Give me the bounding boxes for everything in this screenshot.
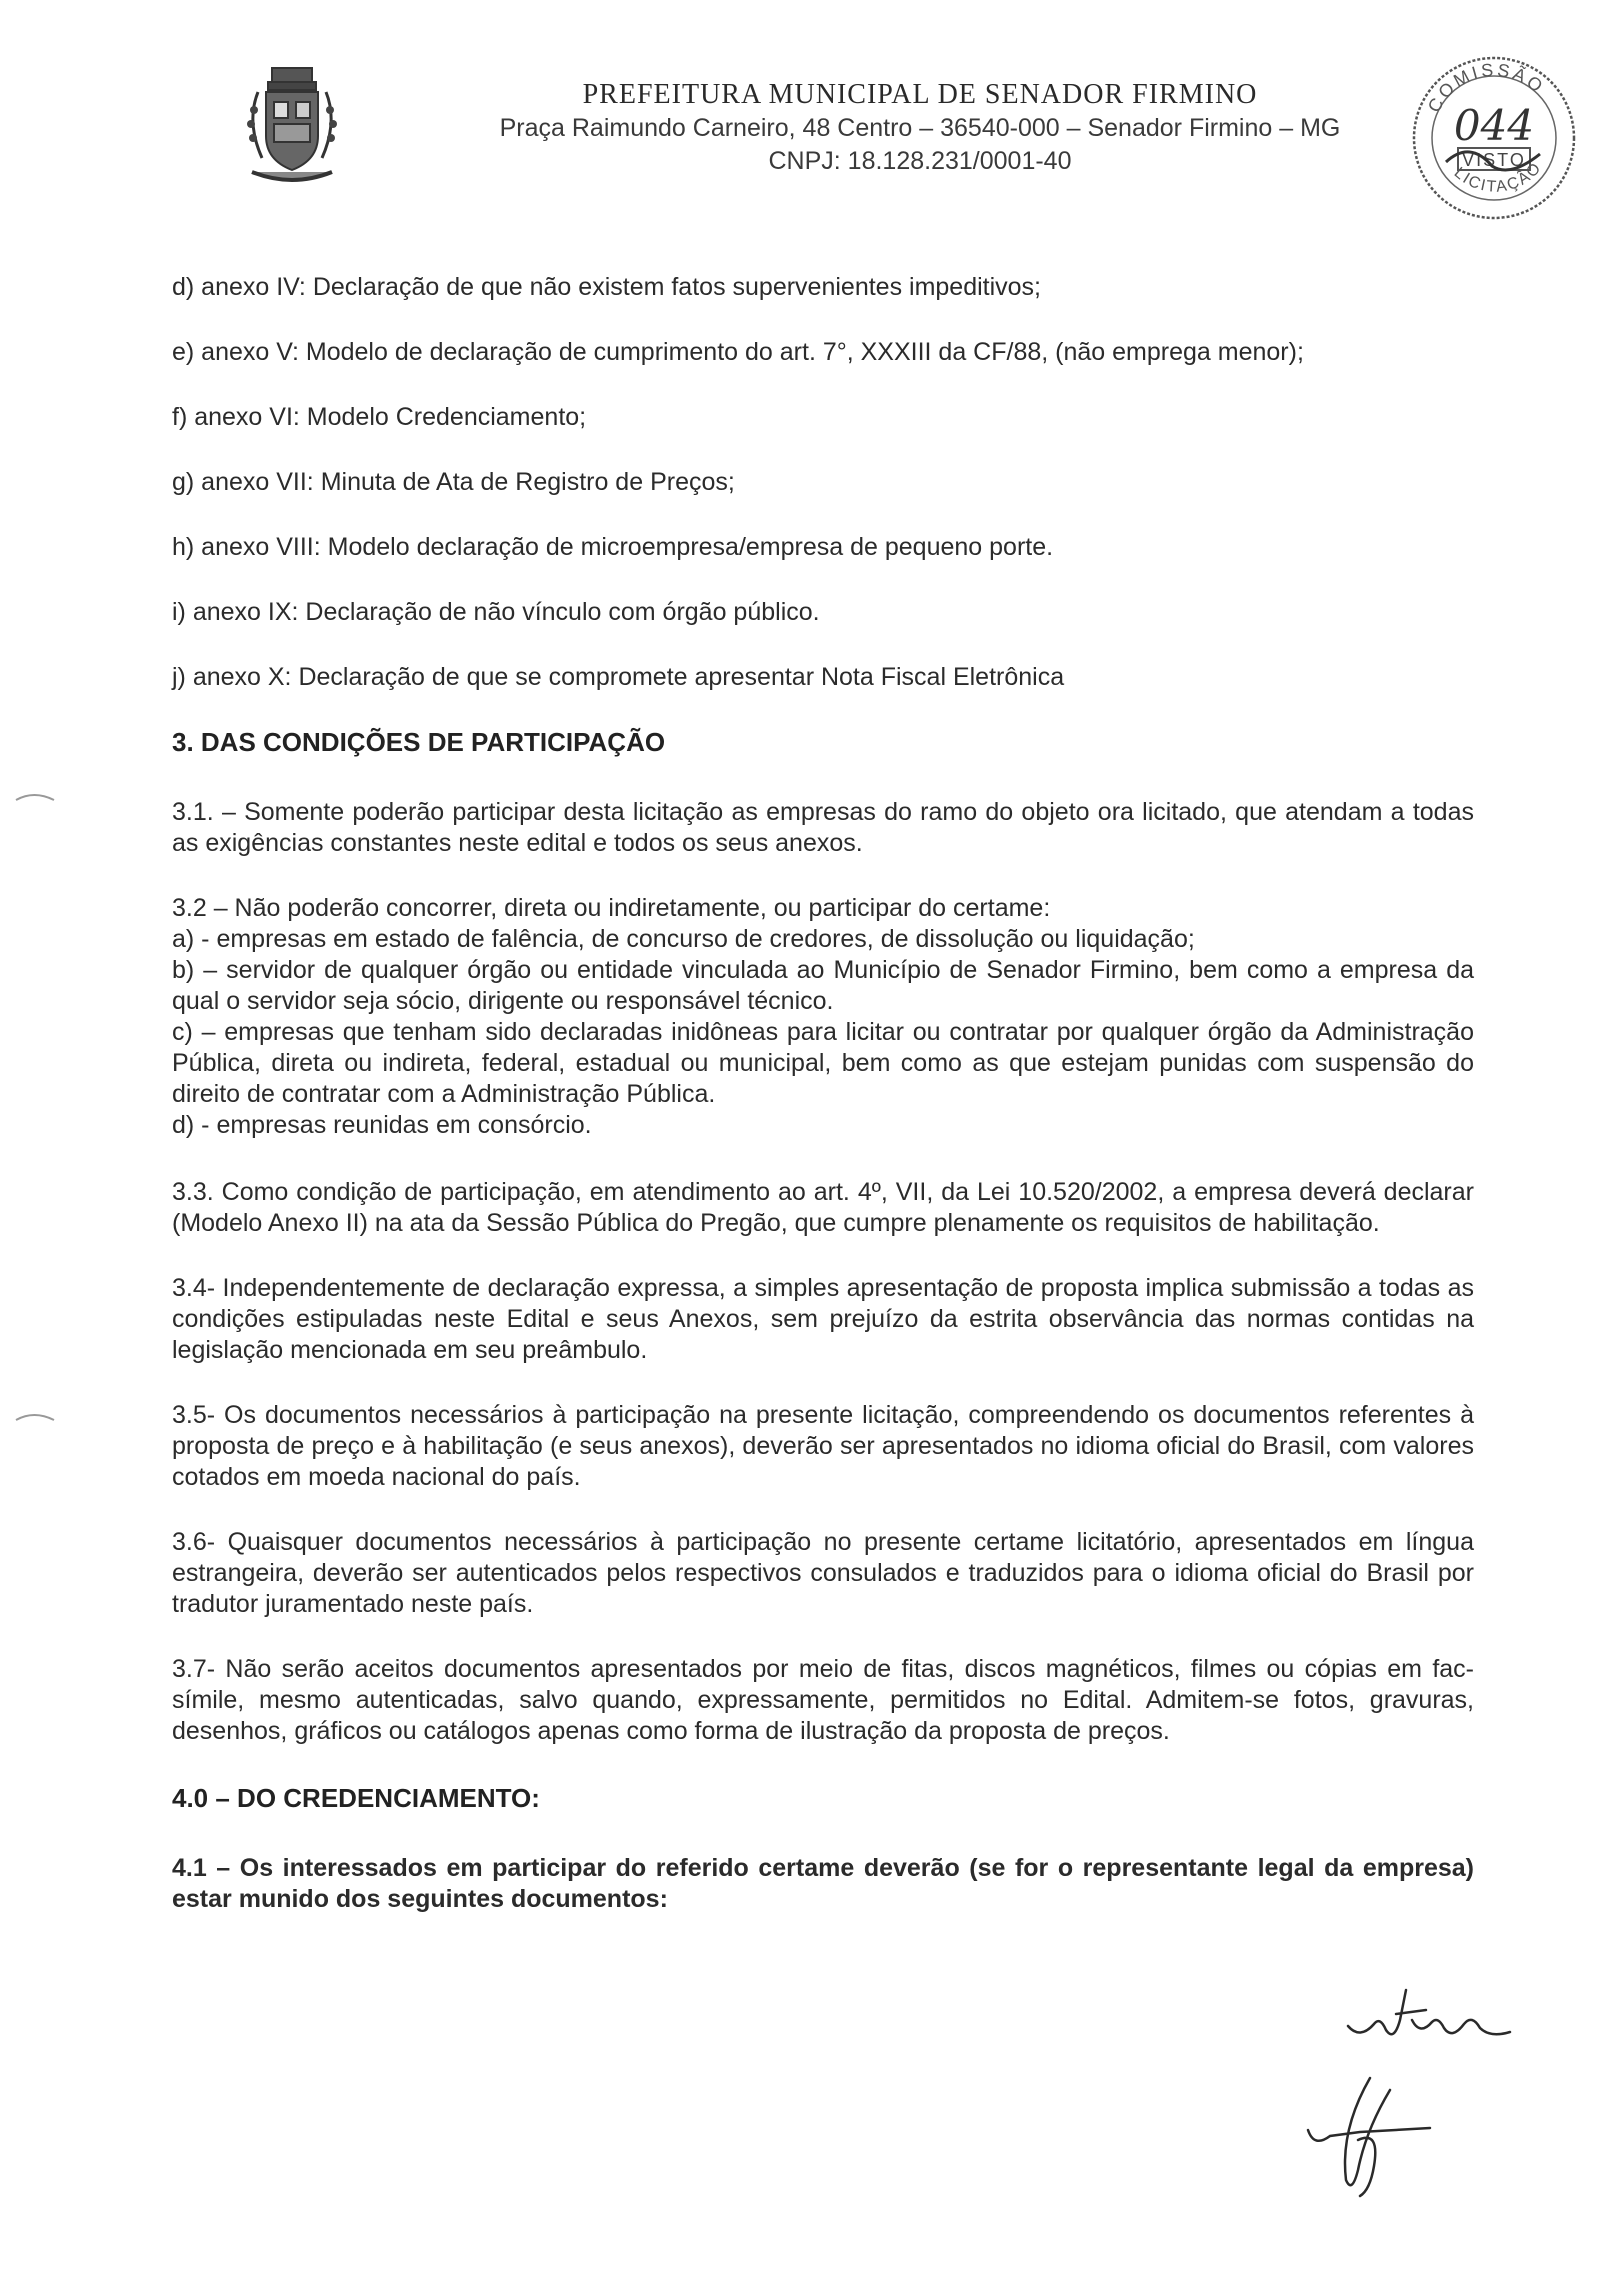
paragraph-3-2-block: [172, 893, 1474, 1141]
paragraph-3-2-b: b) – servidor de qualquer órgão ou entidade vinculada ao Município de Senador Firmino, bem como a empresa da qual o servidor seja sócio, dirigente ou responsável técnico.: [172, 956, 1474, 1015]
paragraph-3-2-c: c) – empresas que tenham sido declaradas inidôneas para licitar ou contratar por qualquer órgão da Administração Pública, direta ou indireta, federal, estadual ou municipal, bem como as que estejam punidas com suspensão do direito de contratar com a Administração Pública.: [172, 1018, 1474, 1108]
paragraph-3-2: 3.2 – Não poderão concorrer, direta ou indiretamente, ou participar do certame:: [172, 894, 1051, 922]
coat-of-arms-icon: [238, 62, 346, 190]
letterhead: [440, 78, 1400, 178]
handwritten-signature-icon: [1300, 2070, 1440, 2200]
commission-stamp-icon: [1400, 42, 1588, 230]
paragraph-4-1: 4.1 – Os interessados em participar do referido certame deverão (se for o representante legal da empresa) estar munido dos seguintes documentos:: [172, 1854, 1474, 1913]
annex-item: j) anexo X: Declaração de que se compromete apresentar Nota Fiscal Eletrônica: [172, 663, 1065, 691]
organization-cnpj: CNPJ: 18.128.231/0001-40: [768, 147, 1072, 175]
section-3-heading: 3. DAS CONDIÇÕES DE PARTICIPAÇÃO: [172, 727, 666, 757]
scan-mark-icon: [14, 788, 58, 808]
document-body: [172, 270, 1474, 1949]
paragraph-3-6: 3.6- Quaisquer documentos necessários à participação no presente certame licitatório, apresentados em língua estrangeira, deverão ser autenticados pelos respectivos consulados e traduzidos para o idioma oficial do Brasil por tradutor juramentado neste país.: [172, 1528, 1474, 1618]
paragraph-3-1: 3.1. – Somente poderão participar desta licitação as empresas do ramo do objeto ora licitado, que atendam a todas as exigências constantes neste edital e todos os seus anexos.: [172, 798, 1474, 857]
annex-item: h) anexo VIII: Modelo declaração de microempresa/empresa de pequeno porte.: [172, 533, 1054, 561]
organization-name: PREFEITURA MUNICIPAL DE SENADOR FIRMINO: [582, 79, 1258, 110]
annex-item: d) anexo IV: Declaração de que não existem fatos supervenientes impeditivos;: [172, 273, 1042, 301]
paragraph-3-4: 3.4- Independentemente de declaração expressa, a simples apresentação de proposta implica submissão a todas as condições estipuladas neste Edital e seus Anexos, sem prejuízo da estrita observância das normas contidas na legislação mencionada em seu preâmbulo.: [172, 1274, 1474, 1364]
annex-item: g) anexo VII: Minuta de Ata de Registro de Preços;: [172, 468, 735, 496]
organization-address: Praça Raimundo Carneiro, 48 Centro – 36540-000 – Senador Firmino – MG: [499, 114, 1341, 142]
stamp-visto-text: VISTO: [1462, 150, 1526, 170]
paragraph-3-3: 3.3. Como condição de participação, em atendimento ao art. 4º, VII, da Lei 10.520/2002, a empresa deverá declarar (Modelo Anexo II) na ata da Sessão Pública do Pregão, que cumpre plenamente os requisitos de habilitação.: [172, 1178, 1474, 1237]
annex-item: e) anexo V: Modelo de declaração de cumprimento do art. 7°, XXXIII da CF/88, (não emprega menor);: [172, 338, 1304, 366]
stamp-top-text: COMISSÃO: [1423, 59, 1549, 116]
paragraph-3-2-d: d) - empresas reunidas em consórcio.: [172, 1111, 592, 1139]
annex-item: i) anexo IX: Declaração de não vínculo com órgão público.: [172, 598, 820, 626]
handwritten-initials-icon: [1340, 1980, 1520, 2060]
section-4-heading: 4.0 – DO CREDENCIAMENTO:: [172, 1783, 540, 1813]
paragraph-3-7: 3.7- Não serão aceitos documentos apresentados por meio de fitas, discos magnéticos, filmes ou cópias em fac-símile, mesmo autenticadas, salvo quando, expressamente, permitidos no Edital. Admitem-se fotos, gravuras, desenhos, gráficos ou catálogos apenas como forma de ilustração da proposta de preços.: [172, 1655, 1474, 1745]
paragraph-3-5: 3.5- Os documentos necessários à participação na presente licitação, compreendendo os documentos referentes à proposta de preço e à habilitação (e seus anexos), deverão ser apresentados no idioma oficial do Brasil, com valores cotados em moeda nacional do país.: [172, 1401, 1474, 1491]
scan-mark-icon: [14, 1408, 58, 1428]
paragraph-3-2-a: a) - empresas em estado de falência, de concurso de credores, de dissolução ou liquidação;: [172, 925, 1195, 953]
stamp-bottom-text: LICITAÇÃO: [1450, 158, 1546, 196]
annex-item: f) anexo VI: Modelo Credenciamento;: [172, 403, 587, 431]
stamp-page-number: 044: [1453, 101, 1535, 150]
